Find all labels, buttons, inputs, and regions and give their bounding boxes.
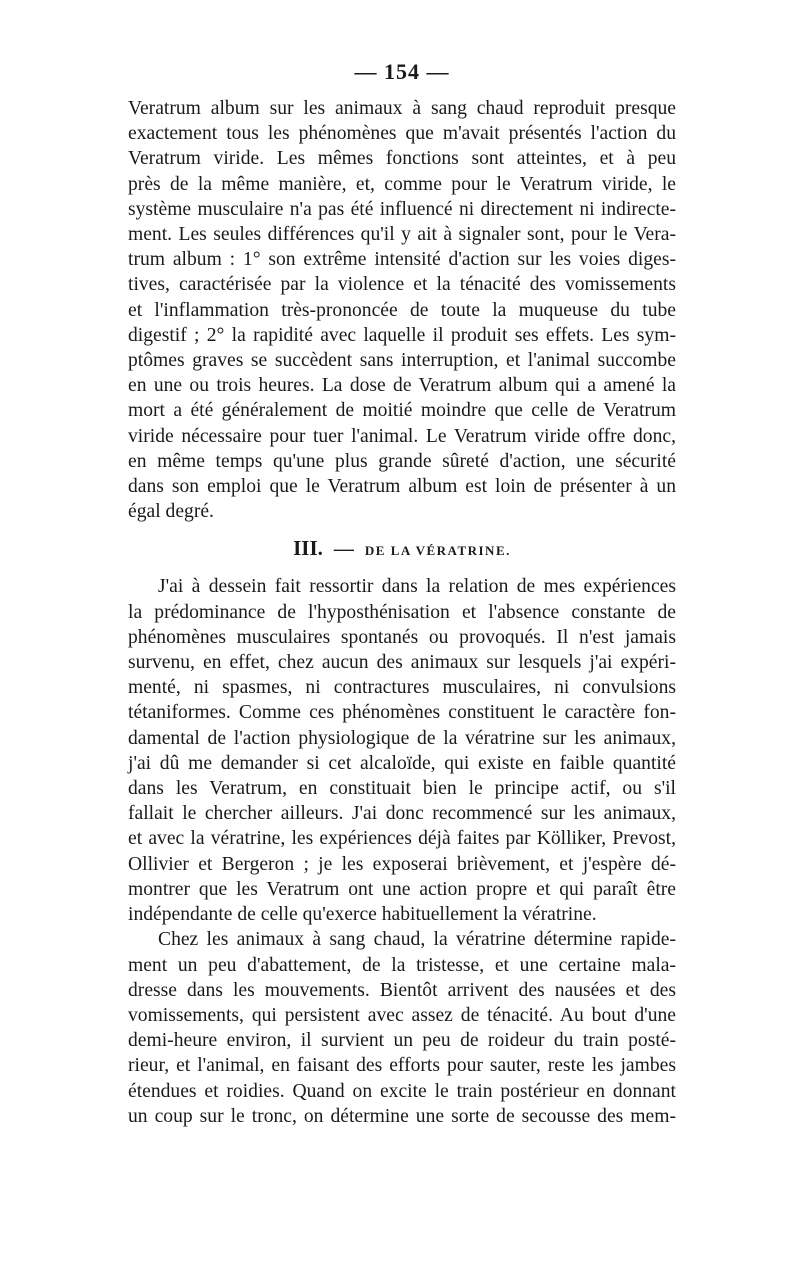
book-page [128,58,676,1129]
text-line: j'ai dû me demander si cet alcaloïde, qui existe en faible quantité [128,752,676,774]
section-title: DE LA VÉRATRINE. [364,543,511,559]
section-dash: — [333,538,354,561]
text-line: montrer que les Veratrum ont une action propre et qui paraît être [128,878,676,900]
text-line: Chez les animaux à sang chaud, la vératrine détermine rapide- [158,929,676,951]
section-heading [128,532,676,564]
text-line: tétaniformes. Comme ces phénomènes constituent le caractère fon- [128,702,676,724]
text-line: Veratrum album sur les animaux à sang chaud reproduit presque [128,98,676,119]
text-line: ment. Les seules différences qu'il y ait à signaler sont, pour le Vera- [128,224,676,246]
text-line: digestif ; 2° la rapidité avec laquelle il produit ses effets. Les sym- [128,324,676,346]
text-line: égal degré. [128,501,214,523]
section-numeral: III. [293,536,323,561]
text-line: Veratrum viride. Les mêmes fonctions sont atteintes, et à peu [128,148,676,170]
text-line: rieur, et l'animal, en faisant des efforts pour sauter, reste les jambes [128,1055,676,1077]
text-line: en même temps qu'une plus grande sûreté d'action, une sécurité [128,450,676,472]
text-line: damental de l'action physiologique de la vératrine sur les animaux, [128,727,676,749]
text-line: menté, ni spasmes, ni contractures musculaires, ni convulsions [128,677,676,699]
text-line: phénomènes musculaires spontanés ou provoqués. Il n'est jamais [128,626,676,648]
text-line: système musculaire n'a pas été influencé ni directement ni indirecte- [128,198,676,220]
text-line: trum album : 1° son extrême intensité d'action sur les voies diges- [128,249,676,271]
text-line: mort a été généralement de moitié moindre que celle de Veratrum [128,400,676,422]
text-line: Ollivier et Bergeron ; je les exposerai brièvement, et j'espère dé- [128,853,676,875]
text-line: survenu, en effet, chez aucun des animaux sur lesquels j'ai expéri- [128,652,676,674]
paragraph-veratrum-album [128,96,676,524]
text-line: ptômes graves se succèdent sans interruption, et l'animal succombe [128,350,676,372]
text-line: étendues et roidies. Quand on excite le train postérieur en donnant [128,1080,676,1102]
text-line: fallait le chercher ailleurs. J'ai donc recommencé sur les animaux, [128,803,676,825]
text-line: et avec la vératrine, les expériences déjà faites par Kölliker, Prevost, [128,828,676,850]
text-line: ment un peu d'abattement, de la tristesse, et une certaine mala- [128,954,676,976]
text-line: en une ou trois heures. La dose de Veratrum album qui a amené la [128,375,676,397]
text-line: et l'inflammation très-prononcée de toute la muqueuse du tube [128,299,676,321]
text-line: dans les Veratrum, en constituait bien le principe actif, ou s'il [128,778,676,800]
text-line: vomissements, qui persistent avec assez de ténacité. Au bout d'une [128,1004,676,1026]
text-line: J'ai à dessein fait ressortir dans la relation de mes expériences [158,576,676,598]
text-line: un coup sur le tronc, on détermine une sorte de secousse des mem- [128,1105,676,1127]
text-line: tives, caractérisée par la violence et la ténacité des vomissements [128,274,676,296]
text-line: indépendante de celle qu'exerce habituellement la vératrine. [128,904,597,926]
text-line: exactement tous les phénomènes que m'avait présentés l'action du [128,123,676,145]
text-line: dresse dans les mouvements. Bientôt arrivent des nausées et des [128,979,676,1001]
paragraph-warm-blooded-animals [128,927,676,1129]
text-line: dans son emploi que le Veratrum album est loin de présenter à un [128,476,676,498]
page-number: — 154 — [354,59,450,84]
text-line: la prédominance de l'hyposthénisation et l'absence constante de [128,601,676,623]
text-line: viride nécessaire pour tuer l'animal. Le Veratrum viride offre donc, [128,425,676,447]
text-line: près de la même manière, et, comme pour le Veratrum viride, le [128,173,676,195]
text-line: demi-heure environ, il survient un peu de roideur du train posté- [128,1030,676,1052]
paragraph-veratrine-intro [128,574,676,927]
